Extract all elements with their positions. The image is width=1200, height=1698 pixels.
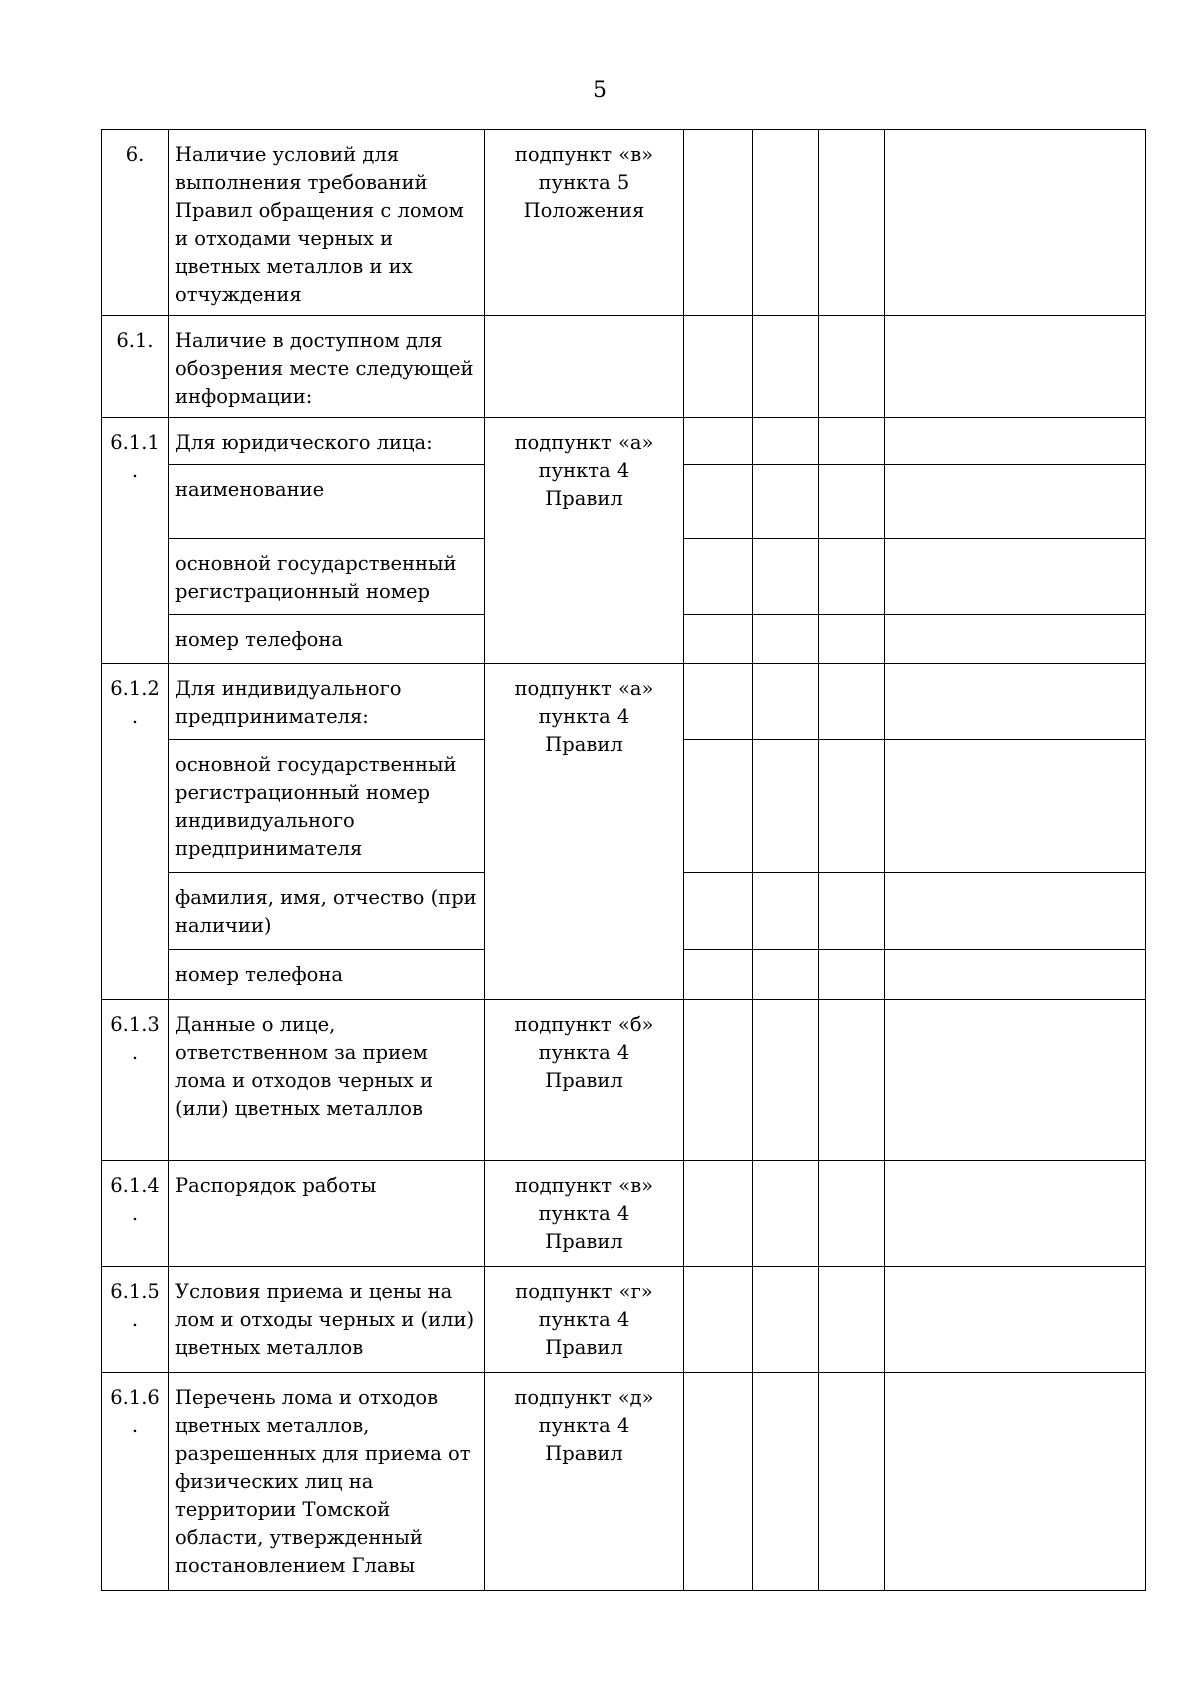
table-row — [102, 664, 1146, 740]
requirement-text: основной государственный регистрационный номер — [169, 539, 485, 615]
answer-yes-cell[interactable] — [684, 1267, 753, 1373]
item-number: 6.1.2. — [102, 664, 169, 1000]
reference-line: Положения — [523, 199, 645, 222]
answer-no-cell[interactable] — [753, 873, 819, 950]
reference-line: подпункт «а» — [514, 677, 654, 700]
answer-na-cell[interactable] — [819, 664, 885, 740]
notes-cell[interactable] — [885, 1000, 1146, 1161]
notes-cell[interactable] — [885, 664, 1146, 740]
answer-yes-cell[interactable] — [684, 1000, 753, 1161]
notes-cell[interactable] — [885, 418, 1146, 465]
answer-no-cell[interactable] — [753, 316, 819, 418]
reference-line: пункта 4 — [538, 1202, 630, 1225]
answer-yes-cell[interactable] — [684, 130, 753, 316]
reference-line: пункта 4 — [538, 459, 630, 482]
answer-yes-cell[interactable] — [684, 418, 753, 465]
reference-line: подпункт «в» — [514, 1174, 654, 1197]
requirement-text: номер телефона — [169, 615, 485, 664]
requirement-text: Наличие в доступном для обозрения месте следующей информации: — [169, 316, 485, 418]
answer-na-cell[interactable] — [819, 1267, 885, 1373]
legal-reference — [485, 130, 684, 316]
requirement-text: фамилия, имя, отчество (при наличии) — [169, 873, 485, 950]
answer-yes-cell[interactable] — [684, 539, 753, 615]
notes-cell[interactable] — [885, 316, 1146, 418]
table-row — [102, 1161, 1146, 1267]
answer-no-cell[interactable] — [753, 1000, 819, 1161]
answer-yes-cell[interactable] — [684, 1373, 753, 1591]
answer-na-cell[interactable] — [819, 615, 885, 664]
answer-no-cell[interactable] — [753, 130, 819, 316]
answer-na-cell[interactable] — [819, 465, 885, 539]
legal-reference — [485, 418, 684, 664]
answer-no-cell[interactable] — [753, 740, 819, 873]
reference-line: пункта 4 — [538, 1041, 630, 1064]
answer-yes-cell[interactable] — [684, 664, 753, 740]
reference-line: пункта 5 — [538, 171, 630, 194]
notes-cell[interactable] — [885, 615, 1146, 664]
answer-no-cell[interactable] — [753, 465, 819, 539]
answer-yes-cell[interactable] — [684, 950, 753, 1000]
answer-no-cell[interactable] — [753, 1267, 819, 1373]
table-row — [102, 1267, 1146, 1373]
legal-reference — [485, 1161, 684, 1267]
answer-no-cell[interactable] — [753, 664, 819, 740]
reference-line: подпункт «б» — [514, 1013, 654, 1036]
checklist-table — [101, 129, 1146, 1591]
requirement-text: Перечень лома и отходов цветных металлов, разрешенных для приема от физических лиц на территории Томской области, утвержденный постановлением Главы — [169, 1373, 485, 1591]
item-number: 6.1.3. — [102, 1000, 169, 1161]
notes-cell[interactable] — [885, 1267, 1146, 1373]
answer-na-cell[interactable] — [819, 1373, 885, 1591]
answer-yes-cell[interactable] — [684, 873, 753, 950]
item-number: 6.1. — [102, 316, 169, 418]
item-number: 6. — [102, 130, 169, 316]
requirement-text: Наличие условий для выполнения требований Правил обращения с ломом и отходами черных и цветных металлов и их отчуждения — [169, 130, 485, 316]
requirement-text: Распорядок работы — [169, 1161, 485, 1267]
table-row — [102, 1000, 1146, 1161]
reference-line: Правил — [545, 1230, 623, 1253]
notes-cell[interactable] — [885, 539, 1146, 615]
requirement-text: Для юридического лица: — [169, 418, 485, 465]
answer-na-cell[interactable] — [819, 418, 885, 465]
answer-no-cell[interactable] — [753, 418, 819, 465]
legal-reference — [485, 1267, 684, 1373]
answer-na-cell[interactable] — [819, 950, 885, 1000]
requirement-text: основной государственный регистрационный номер индивидуального предпринимателя — [169, 740, 485, 873]
table-row — [102, 418, 1146, 465]
notes-cell[interactable] — [885, 1161, 1146, 1267]
reference-line: подпункт «в» — [514, 143, 654, 166]
answer-na-cell[interactable] — [819, 130, 885, 316]
notes-cell[interactable] — [885, 465, 1146, 539]
answer-no-cell[interactable] — [753, 539, 819, 615]
requirement-text: Данные о лице, ответственном за прием лома и отходов черных и (или) цветных металлов — [169, 1000, 485, 1161]
reference-line: подпункт «а» — [514, 431, 654, 454]
answer-na-cell[interactable] — [819, 539, 885, 615]
legal-reference — [485, 1000, 684, 1161]
table-row — [102, 1373, 1146, 1591]
reference-line: пункта 4 — [538, 1414, 630, 1437]
item-number: 6.1.4. — [102, 1161, 169, 1267]
reference-line: Правил — [545, 1442, 623, 1465]
notes-cell[interactable] — [885, 1373, 1146, 1591]
answer-yes-cell[interactable] — [684, 465, 753, 539]
reference-line: Правил — [545, 487, 623, 510]
requirement-text: наименование — [169, 465, 485, 539]
answer-no-cell[interactable] — [753, 950, 819, 1000]
reference-line: пункта 4 — [538, 705, 630, 728]
legal-reference — [485, 1373, 684, 1591]
answer-yes-cell[interactable] — [684, 740, 753, 873]
legal-reference — [485, 316, 684, 418]
legal-reference — [485, 664, 684, 1000]
reference-line: подпункт «г» — [515, 1280, 653, 1303]
item-number: 6.1.6. — [102, 1373, 169, 1591]
table-row — [102, 130, 1146, 316]
notes-cell[interactable] — [885, 873, 1146, 950]
item-number: 6.1.5. — [102, 1267, 169, 1373]
answer-no-cell[interactable] — [753, 1373, 819, 1591]
answer-na-cell[interactable] — [819, 740, 885, 873]
reference-line: пункта 4 — [538, 1308, 630, 1331]
answer-na-cell[interactable] — [819, 873, 885, 950]
requirement-text: номер телефона — [169, 950, 485, 1000]
requirement-text: Для индивидуального предпринимателя: — [169, 664, 485, 740]
item-number: 6.1.1. — [102, 418, 169, 664]
answer-na-cell[interactable] — [819, 1000, 885, 1161]
notes-cell[interactable] — [885, 740, 1146, 873]
notes-cell[interactable] — [885, 950, 1146, 1000]
answer-yes-cell[interactable] — [684, 615, 753, 664]
reference-line: Правил — [545, 733, 623, 756]
reference-line: Правил — [545, 1069, 623, 1092]
answer-na-cell[interactable] — [819, 1161, 885, 1267]
page-number: 5 — [593, 78, 607, 103]
reference-line: Правил — [545, 1336, 623, 1359]
answer-yes-cell[interactable] — [684, 1161, 753, 1267]
answer-no-cell[interactable] — [753, 1161, 819, 1267]
answer-yes-cell[interactable] — [684, 316, 753, 418]
answer-no-cell[interactable] — [753, 615, 819, 664]
table-row — [102, 316, 1146, 418]
reference-line: подпункт «д» — [514, 1386, 654, 1409]
requirement-text: Условия приема и цены на лом и отходы черных и (или) цветных металлов — [169, 1267, 485, 1373]
answer-na-cell[interactable] — [819, 316, 885, 418]
notes-cell[interactable] — [885, 130, 1146, 316]
